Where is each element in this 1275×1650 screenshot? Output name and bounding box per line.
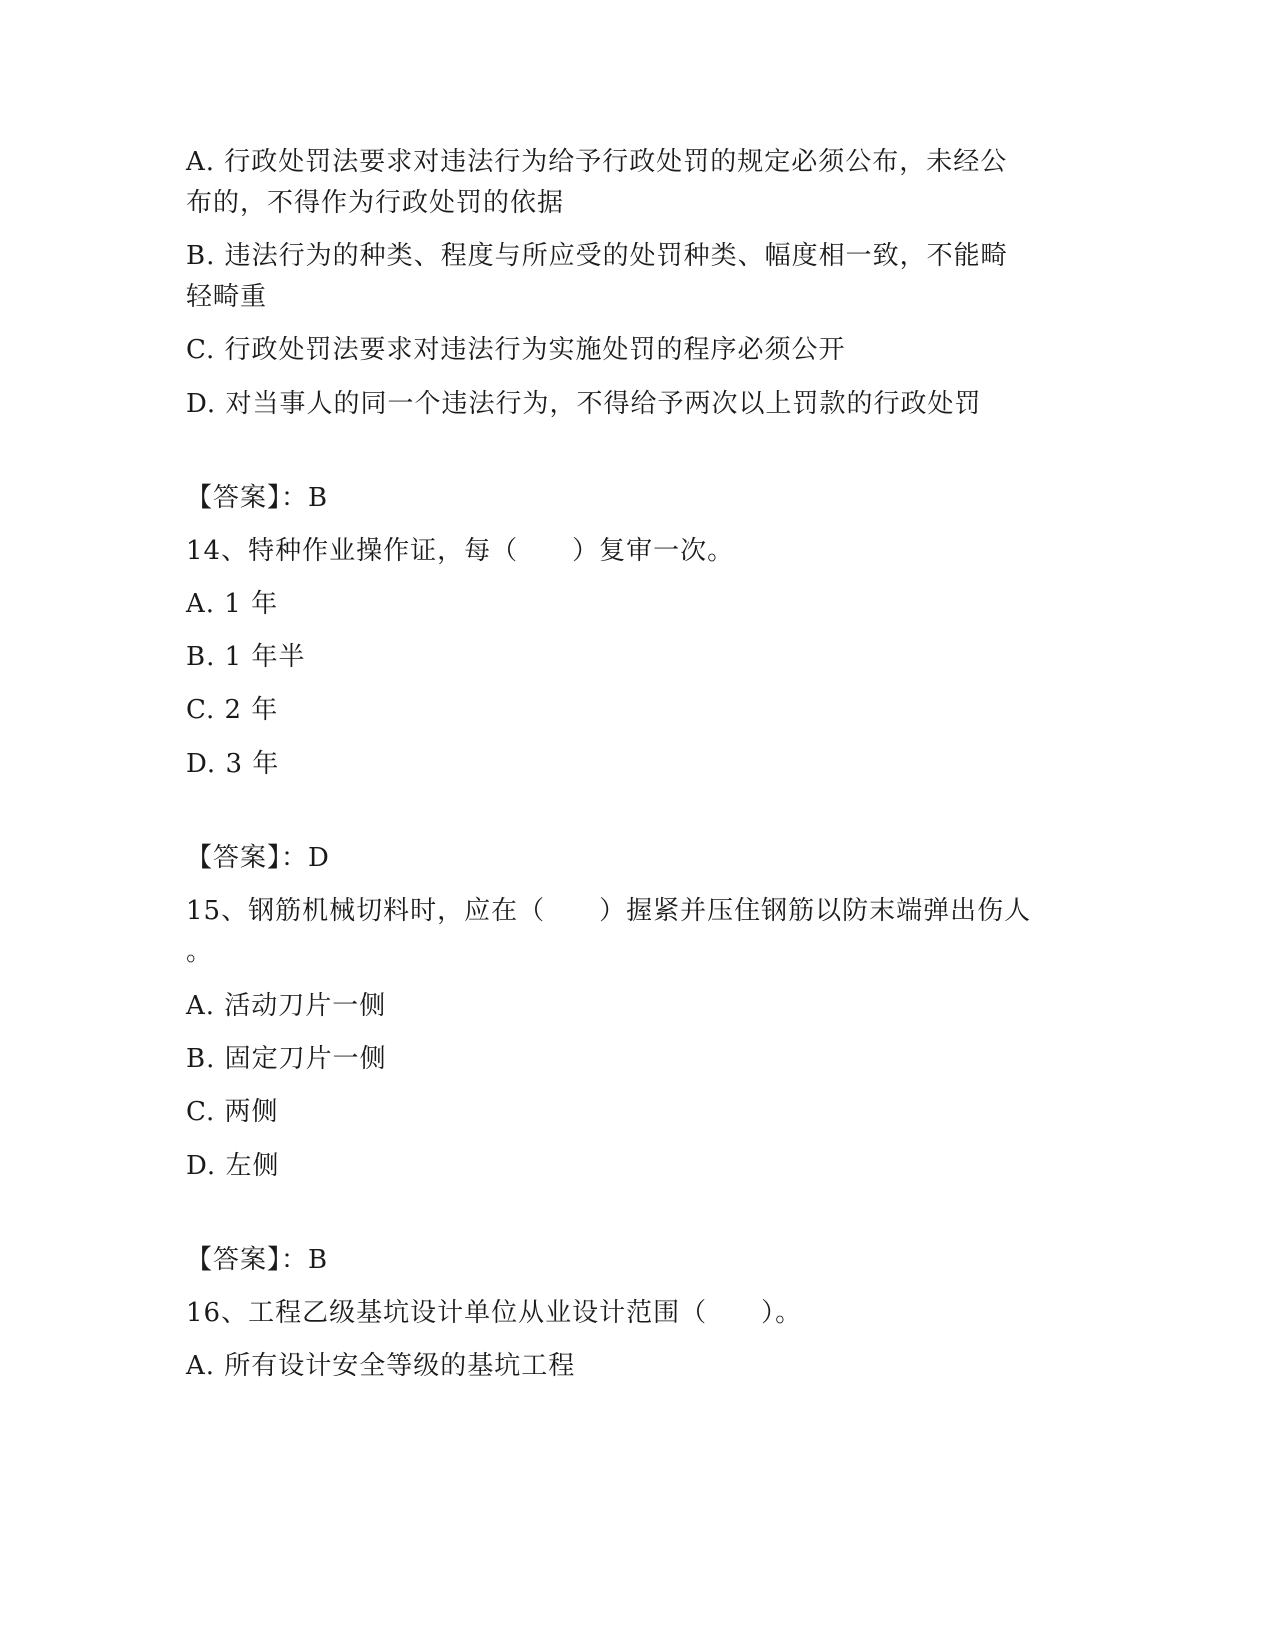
q14-option-a: A. 1 年 (186, 589, 279, 619)
q13-answer: 【答案】：B (186, 483, 329, 513)
q15-answer: 【答案】：B (186, 1245, 329, 1275)
q15-option-b: B. 固定刀片一侧 (186, 1044, 387, 1074)
q13-option-b-line2: 轻畸重 (186, 282, 268, 312)
q15-option-d: D. 左侧 (186, 1151, 280, 1181)
q13-option-a-line1: A. 行政处罚法要求对违法行为给予行政处罚的规定必须公布，未经公 (186, 147, 1008, 177)
q14-option-c: C. 2 年 (186, 695, 279, 725)
q15-option-c: C. 两侧 (186, 1097, 279, 1127)
q14-answer: 【答案】：D (186, 843, 330, 873)
q13-option-c: C. 行政处罚法要求对违法行为实施处罚的程序必须公开 (186, 335, 846, 365)
q14-question: 14、特种作业操作证，每（ ）复审一次。 (186, 536, 735, 566)
q13-option-b-line1: B. 违法行为的种类、程度与所应受的处罚种类、幅度相一致，不能畸 (186, 241, 1008, 271)
q15-question-line1: 15、钢筋机械切料时，应在（ ）握紧并压住钢筋以防末端弹出伤人 (186, 896, 1032, 926)
q14-option-b: B. 1 年半 (186, 642, 306, 672)
q15-option-a: A. 活动刀片一侧 (186, 991, 387, 1021)
q16-question: 16、工程乙级基坑设计单位从业设计范围（ ）。 (186, 1298, 803, 1328)
q16-option-a: A. 所有设计安全等级的基坑工程 (186, 1351, 576, 1381)
q13-option-d: D. 对当事人的同一个违法行为，不得给予两次以上罚款的行政处罚 (186, 389, 982, 419)
q13-option-a-line2: 布的，不得作为行政处罚的依据 (186, 188, 565, 218)
q15-question-line2: 。 (186, 937, 214, 967)
q14-option-d: D. 3 年 (186, 749, 280, 779)
